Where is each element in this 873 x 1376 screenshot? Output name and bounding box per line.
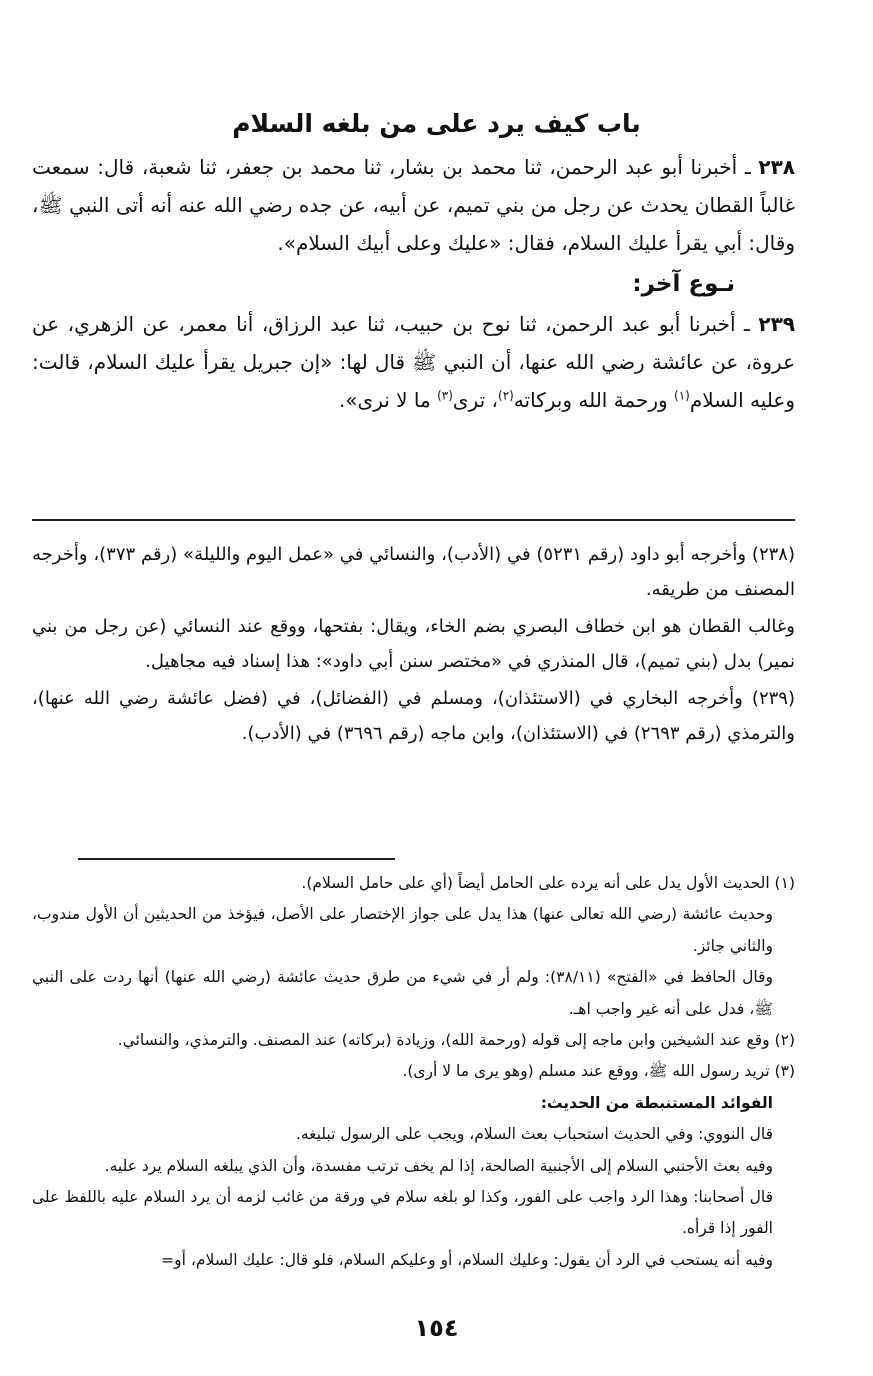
hadith-text-part: ، ترى xyxy=(452,388,498,413)
footnote-marker: (٢) xyxy=(498,388,514,403)
footnote-3: (٣) تريد رسول الله ﷺ، ووقع عند مسلم (وهو يرى ما لا أرى). xyxy=(402,1062,795,1081)
takhrij-paragraph: (٢٣٨) وأخرجه أبو داود (رقم ٥٢٣١) في (الأدب)، والنسائي في «عمل اليوم والليلة» (رقم ٣٧٣)، وأخرجه المصنف من طريقه. xyxy=(32,544,795,600)
footnote-marker: (٣) xyxy=(437,388,453,403)
footnotes-section xyxy=(32,868,795,1276)
hadith-238 xyxy=(32,148,795,263)
chapter-title: باب كيف يرد على من بلغه السلام xyxy=(232,109,641,138)
hadith-number: ٢٣٩ xyxy=(758,311,795,336)
fawaid-item: قال أصحابنا: وهذا الرد واجب على الفور، وكذا لو بلغه سلام في ورقة من غائب لزمه أن يرد السلام عليه باللفظ على الفور إذا قرأه. xyxy=(32,1188,773,1238)
takhrij-paragraph: (٢٣٩) وأخرجه البخاري في (الاستئذان)، ومسلم في (الفضائل)، في (فضل عائشة رضي الله عنها)، والترمذي (رقم ٢٦٩٣) في (الاستئذان)، وابن ماجه (رقم ٣٦٩٦) في (الأدب). xyxy=(32,688,795,744)
fawaid-heading: الفوائد المستنبطة من الحديث: xyxy=(540,1093,773,1112)
hadith-number: ٢٣٨ xyxy=(758,155,795,179)
fawaid-item: قال النووي: وفي الحديث استحباب بعث السلام، ويجب على الرسول تبليغه. xyxy=(295,1125,773,1144)
footnote-1-continued: وقال الحافظ في «الفتح» (٣٨/١١): ولم أر في شيء من طرق حديث عائشة (رضي الله عنها) أنها ردت على النبي ﷺ، فدل على أنه غير واجب اهـ. xyxy=(32,968,773,1018)
hadith-239 xyxy=(32,305,795,420)
takhrij-section xyxy=(32,538,795,754)
footnote-marker: (١) xyxy=(674,388,690,403)
hadith-text: ـ أخبرنا أبو عبد الرحمن، ثنا محمد بن بشار، ثنا محمد بن جعفر، ثنا شعبة، قال: سمعت غالباً القطان يحدث عن رجل من بني تميم، عن أبيه، عن جده رضي الله عنه أنه أتى النبي ﷺ، وقال: أبي يقرأ عليك السلام، فقال: «عليك وعلى أبيك السلام». xyxy=(32,155,795,256)
takhrij-paragraph: وغالب القطان هو ابن خطاف البصري بضم الخاء، ويقال: بفتحها، ووقع عند النسائي (عن رجل من بني نمير) بدل (بني تميم)، قال المنذري في «مختصر سنن أبي داود»: هذا إسناد فيه مجاهيل. xyxy=(32,616,795,672)
main-divider xyxy=(32,519,795,521)
footnote-1: (١) الحديث الأول يدل على أنه يرده على الحامل أيضاً (أي على حامل السلام). xyxy=(301,874,795,892)
main-text xyxy=(32,148,795,419)
footnote-1-continued: وحديث عائشة (رضي الله تعالى عنها) هذا يدل على جواز الإختصار على الأصل، فيؤخذ من الحديثين أن الأول مندوب، والثاني جائز. xyxy=(32,905,773,955)
footnote-divider xyxy=(78,858,395,860)
hadith-text-part: ـ أخبرنا أبو عبد الرحمن، ثنا نوح بن حبيب، ثنا عبد الرزاق، أنا معمر، عن الزهري، عن عروة، عن عائشة رضي الله عنها، أن النبي ﷺ قال لها: «إن جبريل يقرأ عليك السلام، قالت: وعليه السلام xyxy=(32,311,795,413)
fawaid-item: وفيه أنه يستحب في الرد أن يقول: وعليك السلام، أو وعليكم السلام، فلو قال: عليك السلام، أو= xyxy=(161,1250,773,1269)
hadith-text-part: ما لا نرى». xyxy=(338,388,438,413)
footnote-2: (٢) وقع عند الشيخين وابن ماجه إلى قوله (ورحمة الله)، وزيادة (بركاته) عند المصنف. والترمذي، والنسائي. xyxy=(117,1031,795,1050)
page-number: ١٥٤ xyxy=(414,1314,459,1342)
subheading: نـوع آخر: xyxy=(632,270,735,297)
fawaid-item: وفيه بعث الأجنبي السلام إلى الأجنبية الصالحة، إذا لم يخف ترتب مفسدة، وأن الذي يبلغه السلام يرد عليه. xyxy=(104,1156,773,1175)
hadith-text-part: ورحمة الله وبركاته xyxy=(513,388,675,413)
